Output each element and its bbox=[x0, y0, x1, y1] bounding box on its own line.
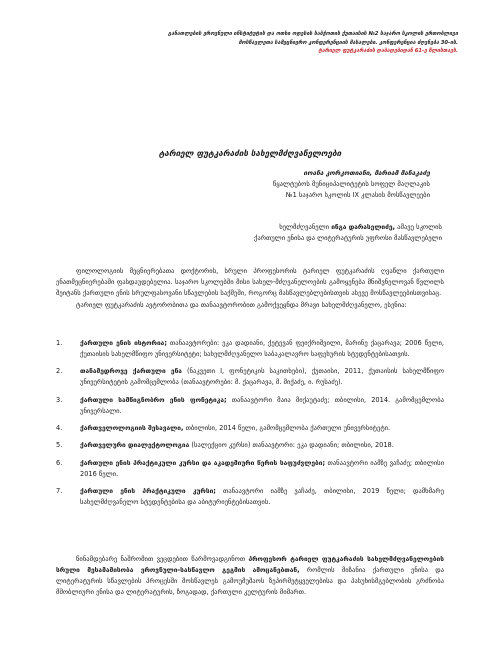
list-item bbox=[56, 395, 444, 417]
book-details: (ნაკვეთი I, ფონეტიკის საკითხები), ქუთაისი, 2011, ქუთაისის სახელმწიფო უნივერსიტეტის გამომცემლობა (თანაავტორები: მ. ქაცარავა, მ. მიქაძე, ი. რუსაძე). bbox=[80, 367, 444, 387]
book-title: თანამედროვე ქართული ენა bbox=[80, 367, 182, 376]
list-item-number: 6. bbox=[56, 458, 63, 467]
list-item bbox=[56, 486, 444, 508]
book-details: (სალექციო კურსი) თანაავტორი: ეკა დადიანი; თბილისი, 2018. bbox=[189, 441, 394, 450]
closing-bold: პროფესორ ტარიელ ფუტკარაძის სახელმძღვანელოების სრული მესამამისობა ეროვნული-სასწავლო გეგმის ამოცანებთან, bbox=[56, 555, 444, 575]
header-note-line2: მოსწავლეთა სამეცნიერო კონფერენციის მასალები. კონფერენცია ძღვნება 30-ის. bbox=[238, 39, 458, 46]
header-note-line3: ტარიელ ფუტკარაძის დაბადებიდან 61-ე წლისთავს. bbox=[318, 48, 458, 55]
list-item-number: 1. bbox=[56, 339, 63, 347]
author-class-line: №1 საჯარო სკოლის IX კლასის მოსწავლეები bbox=[285, 191, 430, 200]
header-note-line1: განათლების ეროვნული ინსტიტუტის და ოთხი ოდესის საბჭოთის ქუთაისის №2 საჯარო სკოლის ერთობლივი bbox=[168, 31, 458, 37]
book-details: თანაავტორი იამზე ვაჩაძე; თბილისი 2016 წელი. bbox=[80, 458, 444, 478]
book-details: თანაავტორი მაია მიქაუტაძე; თბილისი, 2014. გამომცემლობა უნივერსალი. bbox=[80, 395, 444, 415]
book-title: ქართული ენის პრაქტიკული კურსი და აკადემიური წერის საფუძვლები; bbox=[80, 458, 326, 467]
book-title: ქართული ენის ისტორია; bbox=[80, 339, 167, 347]
list-item-number: 2. bbox=[56, 367, 63, 376]
list-item-number: 5. bbox=[56, 441, 63, 450]
page-title: ტარიელ ფუტკარაძის სახელმძღვანელოები bbox=[158, 148, 342, 158]
list-item-number: 7. bbox=[56, 487, 63, 496]
list-item bbox=[56, 440, 444, 451]
book-title: ქართული ენის პრაქტიკული კურსი; bbox=[80, 487, 216, 496]
book-details: თბილისი, 2014 წელი, გამომცემლობა ქართული უნივერსიტეტი. bbox=[183, 424, 391, 433]
textbook-list bbox=[56, 338, 444, 514]
list-item-number: 4. bbox=[56, 424, 63, 433]
author-names: იოანა კორკოთიანი, მარიამ მანაკაძე bbox=[303, 169, 430, 177]
list-item bbox=[56, 366, 444, 388]
book-details: თანაავტორები: ეკა დადიანი, ქეტევან ფეიქრიშვილი, მარინე ქაცარავა; 2006 წელი, ქუთაისის სახელმწიფო უნივერსიტეტი; სახელმძღვანელო საბაკალავრო საფეხურის სტუდენტებისათვის. bbox=[80, 339, 444, 359]
book-title: ქართველური დიალექტოლოგია bbox=[80, 441, 190, 450]
supervisor-block bbox=[122, 222, 442, 244]
intro2-paragraph: ტარიელ ფუტკარაძის ავტორობითა და თანაავტორობით გამოქვეყნდა მრავი სახელმძღვანელო, ესენია: bbox=[76, 301, 407, 309]
list-item-number: 3. bbox=[56, 395, 63, 404]
list-item bbox=[56, 458, 444, 480]
author-school-line: წყალტუბოს მუნიციპალიტეტის სოფელ მაღლაკის bbox=[272, 180, 430, 189]
list-item bbox=[56, 338, 444, 360]
supervisor-name: ინგა დარასელიძე, bbox=[331, 223, 396, 231]
list-item bbox=[56, 423, 444, 434]
supervisor-suffix: ამავე სკოლის bbox=[397, 223, 442, 231]
closing-paragraph bbox=[56, 554, 444, 598]
conference-header-note bbox=[58, 30, 458, 56]
book-details: თანაავტორი იამზე ვაჩაძე, თბილისი, 2019 წელი; დამხმარე სახელმძღვანელო სტუდენტებისა და აბიტურიენტებისათვის. bbox=[80, 487, 444, 507]
closing-start: წინამდებარე ნაშრომით ვეცდებით წარმოვადგინოთ bbox=[76, 555, 249, 563]
author-block bbox=[130, 168, 430, 202]
closing-end: რომლის მიზანია ქართული ენისა და ლიტერატურის სწავლების პროცესში მოსწავლეს გამოუმუშაოს ზეპირმეტყველებისა და პასუხისმგებლობის გრძნობა მშობლიური ენისა და ლიტერატურის, ზოგადად, ქართული კულტურის მიმართ. bbox=[56, 566, 444, 597]
intro-paragraph: ფილოლოგიის მეცნიერებათა დოქტორის, სრული პროფესორის ტარიელ ფუტკარაძის ღვაწლი ქართული ენათმეცნიერებაში ფასდაუდებელია. საჯარო სკოლებში მისი სახელ-მძღვანელოების გამოყენება მნიშვნელოვან წვლილს შეიტანს ქართული ენის სრულფასოვანი სწავლების საქმეში, როგორც მასწავლებლებისთვის ასევე მოსწავლეებისთვისაც. bbox=[56, 267, 444, 298]
book-title: ქართული სამწიგნობრო ენის ფონეტიკა; bbox=[80, 395, 227, 404]
book-title: ქართველოლოგიის შესავალი, bbox=[80, 424, 184, 433]
supervisor-prefix: ხელმძღვანელი bbox=[279, 223, 330, 231]
supervisor-position: ქართული ენისა და ლიტერატურის უფროსი მასწავლებელი bbox=[253, 234, 442, 243]
